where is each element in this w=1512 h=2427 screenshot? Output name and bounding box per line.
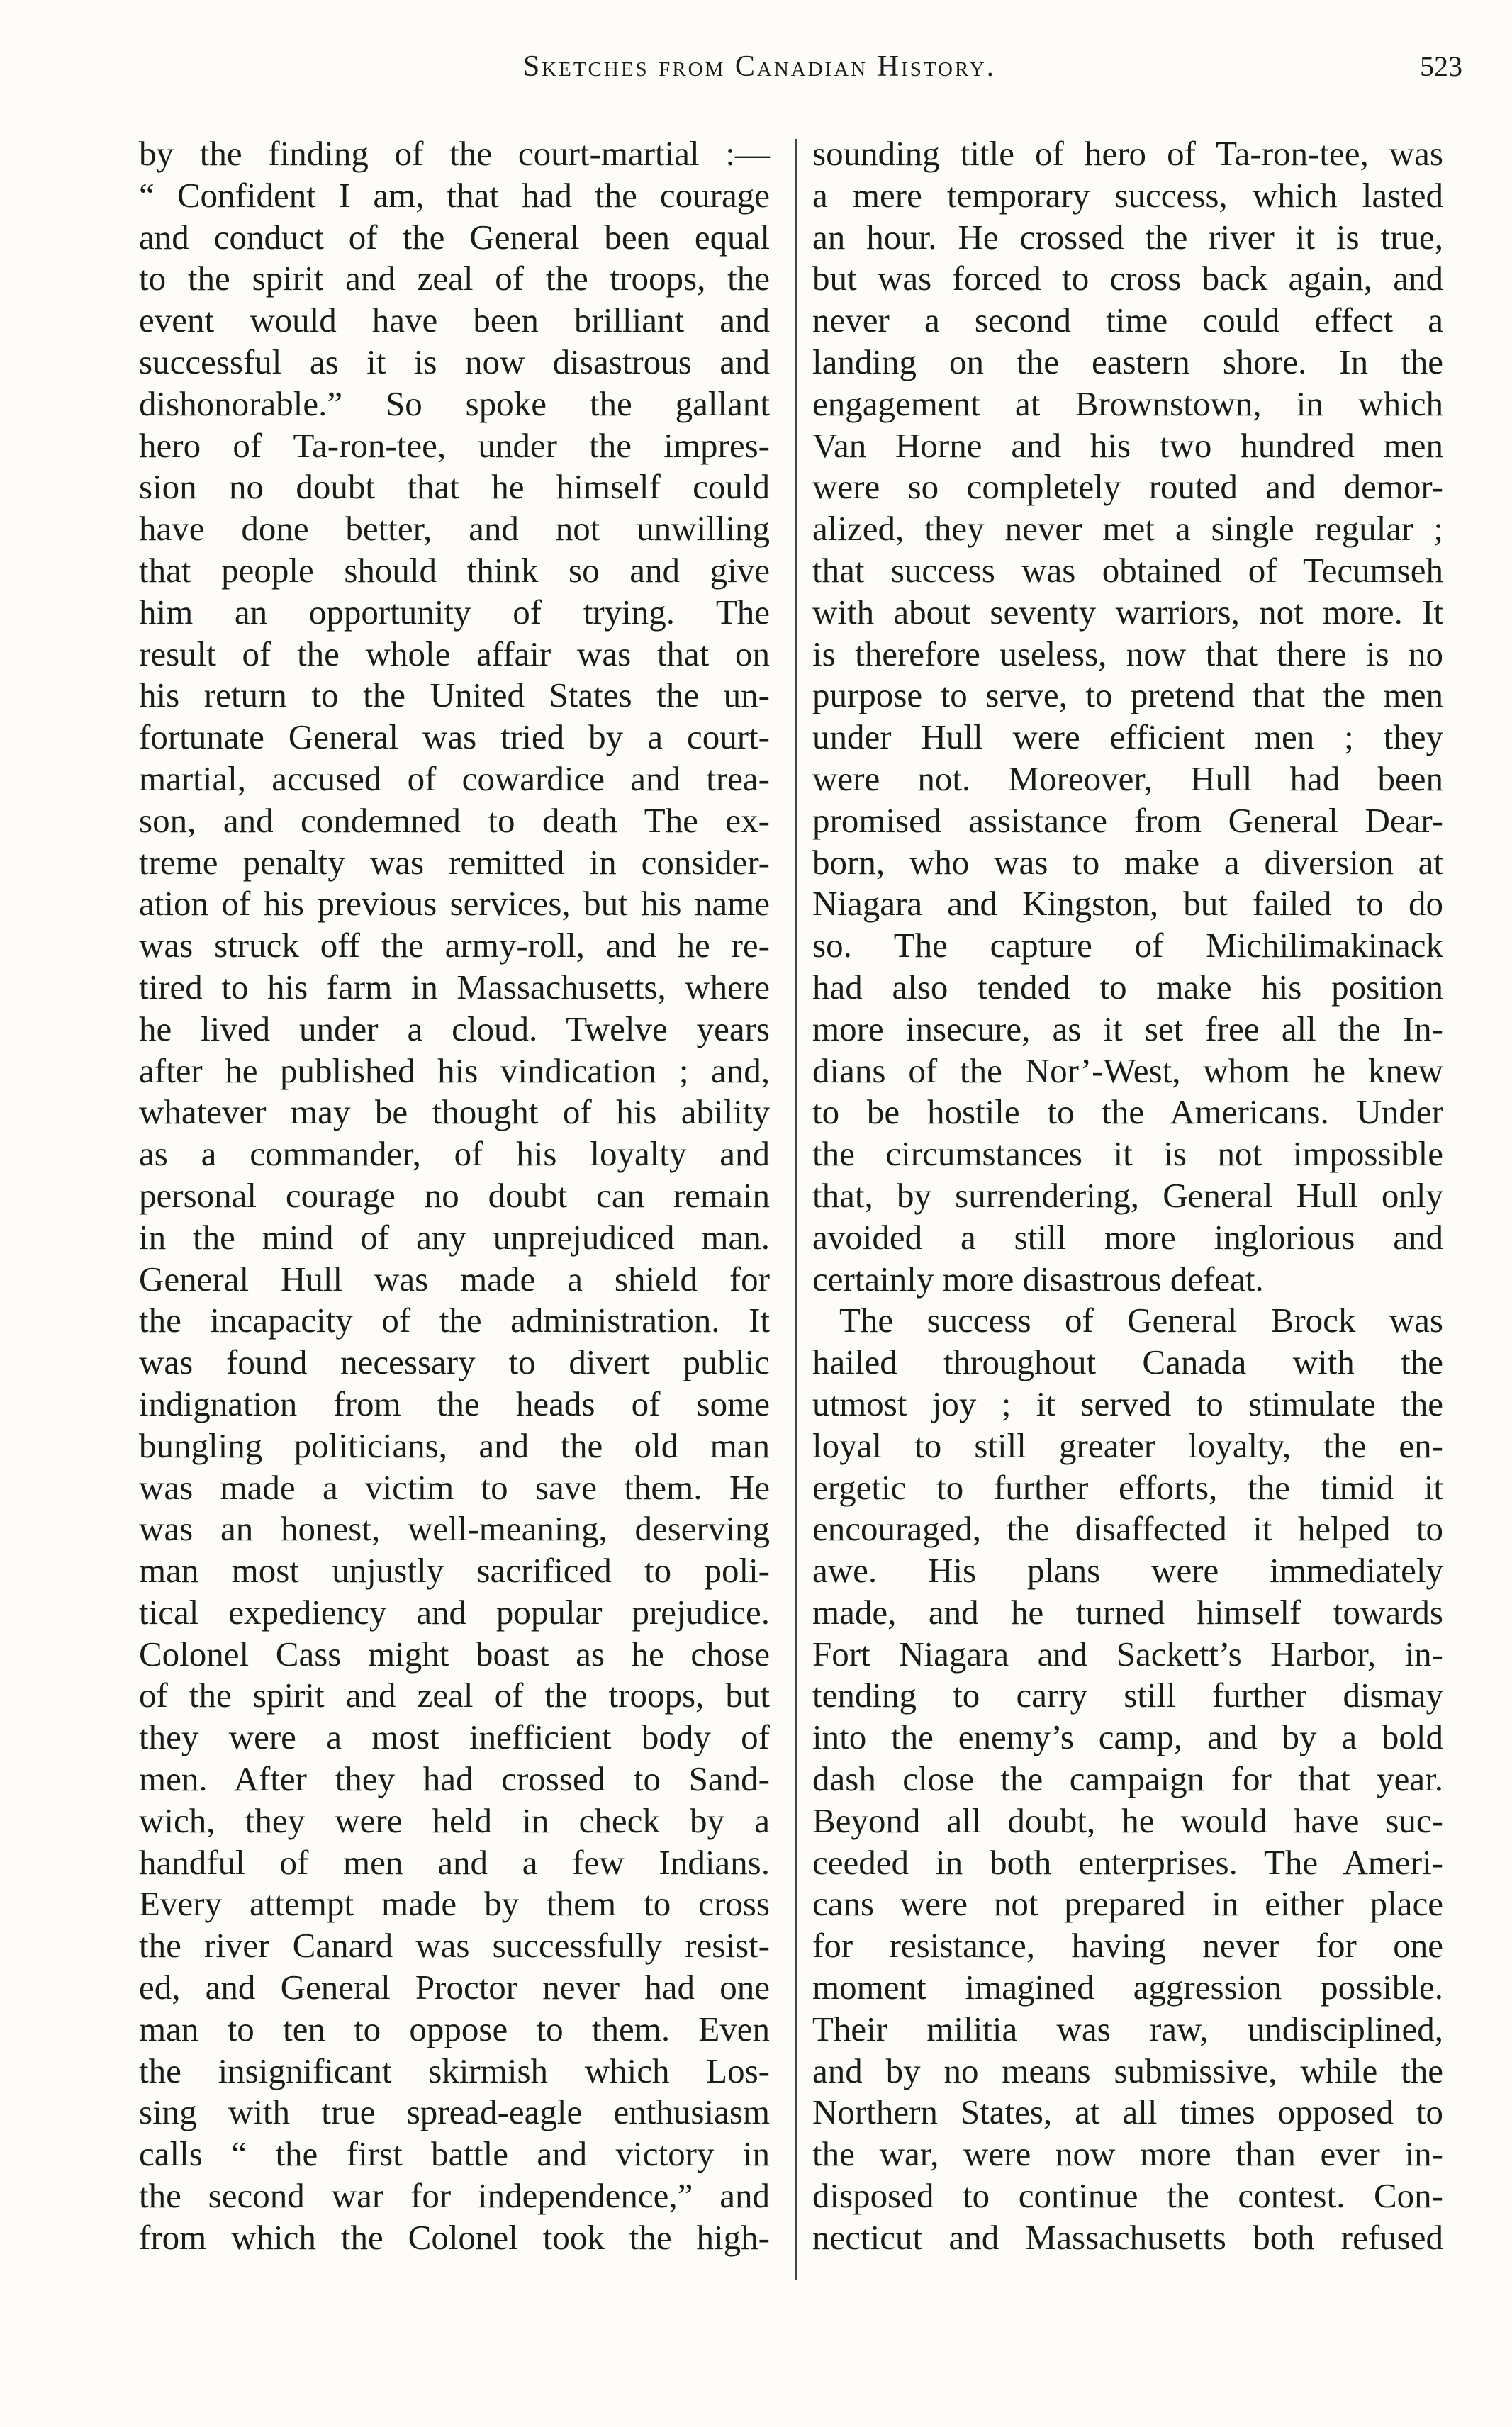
text-line: was made a victim to save them. He: [139, 1467, 770, 1507]
text-line: the war, were now more than ever in-: [812, 2134, 1443, 2174]
text-line: purpose to serve, to pretend that the men: [812, 676, 1443, 715]
text-line: hailed throughout Canada with the: [812, 1343, 1443, 1382]
text-line: the river Canard was successfully resist-: [139, 1926, 770, 1966]
text-line: martial, accused of cowardice and trea-: [139, 758, 770, 798]
text-line: fortunate General was tried by a court-: [139, 717, 770, 757]
text-line: man to ten to oppose to them. Even: [139, 2009, 770, 2048]
text-line: was found necessary to divert public: [139, 1343, 770, 1382]
text-line: that, by surrendering, General Hull only: [812, 1175, 1443, 1215]
text-line: Their militia was raw, undisciplined,: [812, 2009, 1443, 2048]
text-line: was struck off the army-roll, and he re-: [139, 926, 770, 965]
text-line: The success of General Brock was: [839, 1301, 1443, 1340]
text-line: so. The capture of Michilimakinack: [812, 926, 1443, 965]
text-line: ation of his previous services, but his name: [139, 884, 770, 924]
text-line: had also tended to make his position: [812, 967, 1443, 1007]
text-line: Niagara and Kingston, but failed to do: [812, 884, 1443, 924]
text-line: to the spirit and zeal of the troops, the: [139, 259, 770, 298]
text-line: loyal to still greater loyalty, the en-: [812, 1425, 1443, 1465]
text-line: of the spirit and zeal of the troops, but: [139, 1676, 770, 1715]
text-line: ceeded in both enterprises. The Ameri-: [812, 1842, 1443, 1882]
text-line: tired to his farm in Massachusetts, where: [139, 967, 770, 1007]
text-line: more insecure, as it set free all the In-: [812, 1009, 1443, 1048]
text-line: him an opportunity of trying. The: [139, 592, 770, 632]
text-line: but was forced to cross back again, and: [812, 259, 1443, 298]
text-line: under Hull were efficient men ; they: [812, 717, 1443, 757]
text-line: they were a most inefficient body of: [139, 1717, 770, 1757]
text-line: result of the whole affair was that on: [139, 634, 770, 673]
text-line: Van Horne and his two hundred men: [812, 425, 1443, 465]
text-line: ed, and General Proctor never had one: [139, 1968, 770, 2007]
text-line: alized, they never met a single regular ;: [812, 509, 1443, 549]
text-line: made, and he turned himself towards: [812, 1592, 1443, 1632]
text-line: is therefore useless, now that there is no: [812, 634, 1443, 673]
text-line: bungling politicians, and the old man: [139, 1425, 770, 1465]
text-line: moment imagined aggression possible.: [812, 1968, 1443, 2007]
text-line: indignation from the heads of some: [139, 1384, 770, 1423]
text-line: dishonorable.” So spoke the gallant: [139, 383, 770, 423]
right-column: [812, 133, 1443, 2259]
text-line: Colonel Cass might boast as he chose: [139, 1634, 770, 1674]
text-line: “ Confident I am, that had the courage: [139, 175, 770, 215]
text-line: wich, they were held in check by a: [139, 1800, 770, 1840]
text-line: never a second time could effect a: [812, 301, 1443, 340]
text-line: the second war for independence,” and: [139, 2176, 770, 2216]
page-number: 523: [1420, 50, 1462, 82]
text-line: dians of the Nor’-West, whom he knew: [812, 1050, 1443, 1090]
text-line: tical expediency and popular prejudice.: [139, 1592, 770, 1632]
text-line: awe. His plans were immediately: [812, 1551, 1443, 1591]
text-line: the circumstances it is not impossible: [812, 1134, 1443, 1174]
text-line: from which the Colonel took the high-: [139, 2217, 770, 2257]
text-line: men. After they had crossed to Sand-: [139, 1759, 770, 1799]
text-line: to be hostile to the Americans. Under: [812, 1092, 1443, 1132]
text-line: landing on the eastern shore. In the: [812, 342, 1443, 381]
text-line: sing with true spread-eagle enthusiasm: [139, 2092, 770, 2132]
text-line: hero of Ta-ron-tee, under the impres-: [139, 425, 770, 465]
text-line: sounding title of hero of Ta-ron-tee, was: [812, 134, 1443, 173]
text-line: utmost joy ; it served to stimulate the: [812, 1384, 1443, 1423]
text-line: the incapacity of the administration. It: [139, 1301, 770, 1340]
text-line: was an honest, well-meaning, deserving: [139, 1509, 770, 1549]
text-line: son, and condemned to death The ex-: [139, 800, 770, 840]
text-line: his return to the United States the un-: [139, 676, 770, 715]
running-head: [142, 50, 1462, 99]
text-line: a mere temporary success, which lasted: [812, 175, 1443, 215]
text-line: an hour. He crossed the river it is true,: [812, 217, 1443, 257]
text-line: that people should think so and give: [139, 550, 770, 590]
text-line: for resistance, having never for one: [812, 1926, 1443, 1966]
text-line: treme penalty was remitted in consider-: [139, 842, 770, 882]
text-line: were not. Moreover, Hull had been: [812, 758, 1443, 798]
text-line: born, who was to make a diversion at: [812, 842, 1443, 882]
text-line: in the mind of any unprejudiced man.: [139, 1217, 770, 1257]
text-line: event would have been brilliant and: [139, 301, 770, 340]
text-line: dash close the campaign for that year.: [812, 1759, 1443, 1799]
text-line: by the finding of the court-martial :—: [139, 134, 770, 173]
running-title: Sketches from Canadian History.: [522, 50, 997, 83]
text-line: into the enemy’s camp, and by a bold: [812, 1717, 1443, 1757]
text-line: and by no means submissive, while the: [812, 2051, 1443, 2090]
text-line: General Hull was made a shield for: [139, 1259, 770, 1299]
text-line: cans were not prepared in either place: [812, 1884, 1443, 1924]
text-line: with about seventy warriors, not more. It: [812, 592, 1443, 632]
text-line: disposed to continue the contest. Con-: [812, 2176, 1443, 2216]
text-line: as a commander, of his loyalty and: [139, 1134, 770, 1174]
text-line: and conduct of the General been equal: [139, 217, 770, 257]
text-line: he lived under a cloud. Twelve years: [139, 1009, 770, 1048]
text-line: sion no doubt that he himself could: [139, 467, 770, 507]
text-line: whatever may be thought of his ability: [139, 1092, 770, 1132]
text-line: encouraged, the disaffected it helped to: [812, 1509, 1443, 1549]
text-line: necticut and Massachusetts both refused: [812, 2217, 1443, 2257]
text-line: calls “ the first battle and victory in: [139, 2134, 770, 2174]
text-line: promised assistance from General Dear-: [812, 800, 1443, 840]
text-line: tending to carry still further dismay: [812, 1676, 1443, 1715]
text-line: avoided a still more inglorious and: [812, 1217, 1443, 1257]
text-line: Every attempt made by them to cross: [139, 1884, 770, 1924]
text-line: that success was obtained of Tecumseh: [812, 550, 1443, 590]
text-line: were so completely routed and demor-: [812, 467, 1443, 507]
text-line: ergetic to further efforts, the timid it: [812, 1467, 1443, 1507]
text-line: Beyond all doubt, he would have suc-: [812, 1800, 1443, 1840]
text-line: Northern States, at all times opposed to: [812, 2092, 1443, 2132]
text-line: successful as it is now disastrous and: [139, 342, 770, 381]
text-line: engagement at Brownstown, in which: [812, 383, 1443, 423]
left-column: [139, 133, 770, 2259]
text-line: personal courage no doubt can remain: [139, 1175, 770, 1215]
text-line: man most unjustly sacrificed to poli-: [139, 1551, 770, 1591]
text-line: handful of men and a few Indians.: [139, 1842, 770, 1882]
text-line: Fort Niagara and Sackett’s Harbor, in-: [812, 1634, 1443, 1674]
text-line: the insignificant skirmish which Los-: [139, 2051, 770, 2090]
column-rule: [795, 139, 797, 2280]
text-line: after he published his vindication ; and,: [139, 1050, 770, 1090]
text-line: have done better, and not unwilling: [139, 509, 770, 549]
text-line: certainly more disastrous defeat.: [812, 1259, 1264, 1299]
